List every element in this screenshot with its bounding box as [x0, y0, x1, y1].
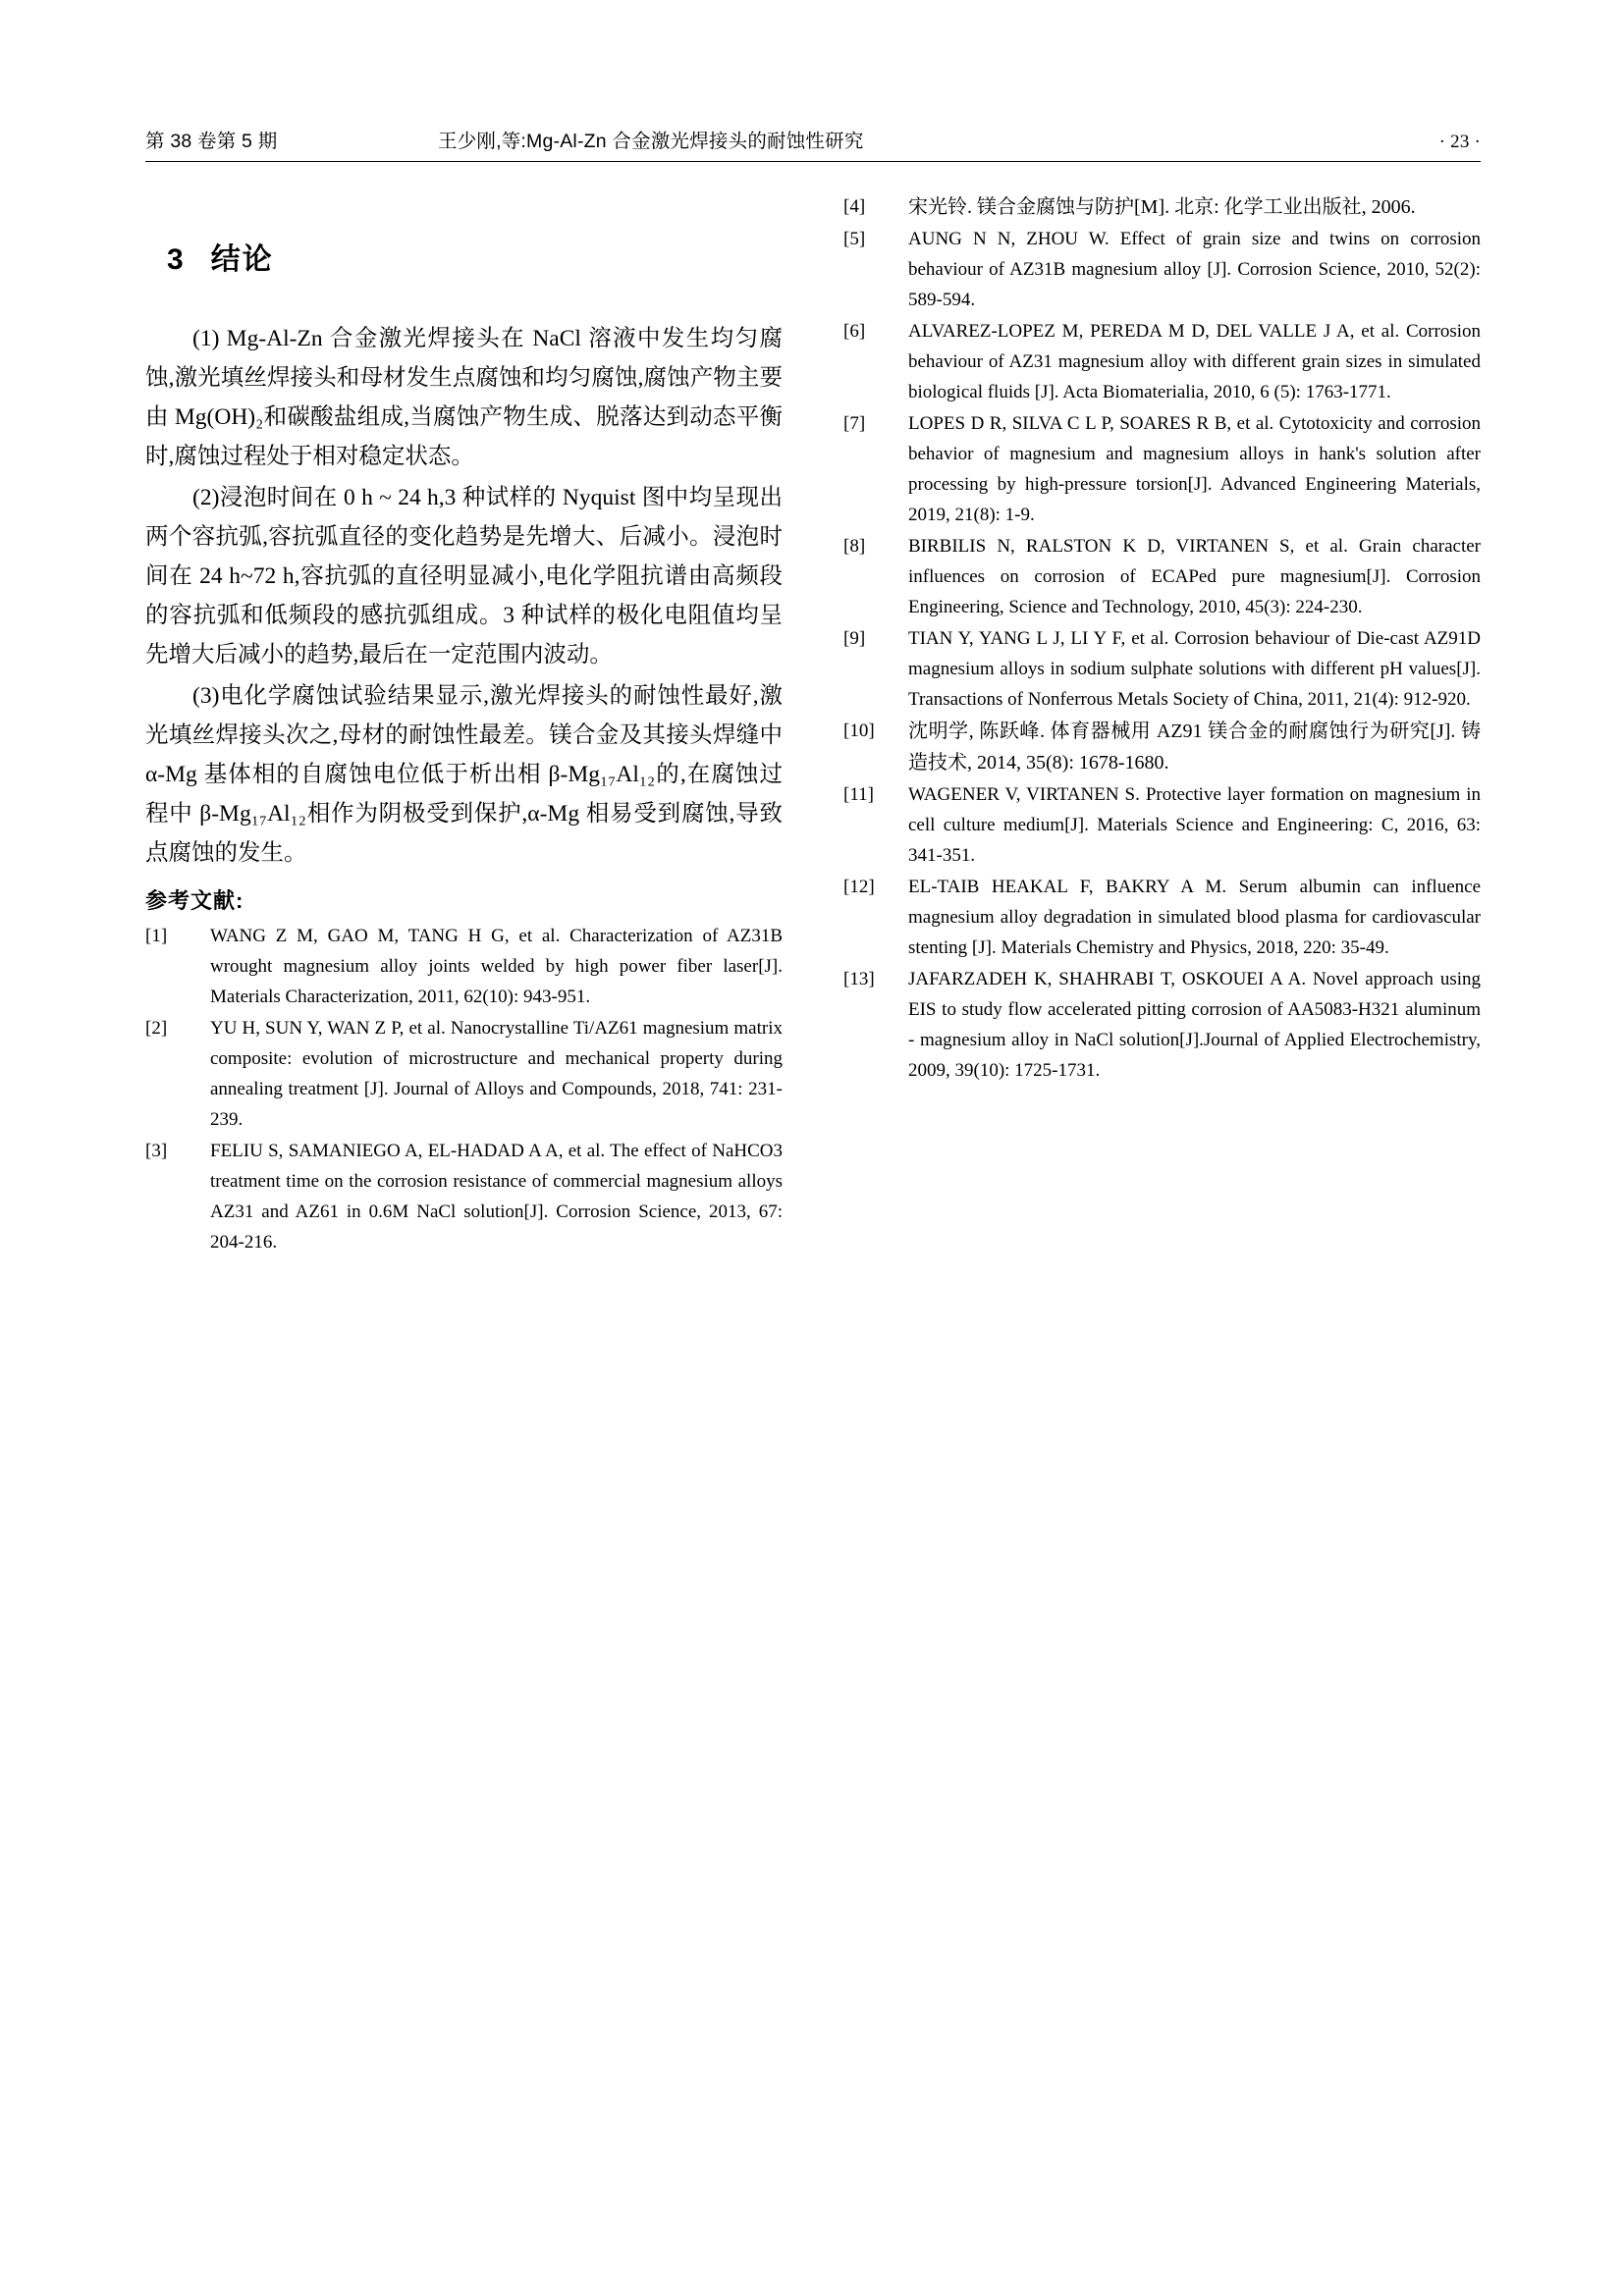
conclusion-paragraph-3: (3)电化学腐蚀试验结果显示,激光焊接头的耐蚀性最好,激光填丝焊接头次之,母材的耐蚀性最差。镁合金及其接头焊缝中 α-Mg 基体相的自腐蚀电位低于析出相 β-Mg₁₇Al₁₂的,在腐蚀过程中 β-Mg₁₇Al₁₂相作为阴极受到保护,α-Mg 相易受到腐蚀,导致点腐蚀的发生。: [145, 683, 783, 866]
reference-tag: [5]: [843, 229, 866, 249]
reference-tag: [6]: [843, 321, 866, 342]
reference-text: WANG Z M, GAO M, TANG H G, et al. Characterization of AZ31B wrought magnesium alloy joints welded by high power fiber laser[J]. Materials Characterization, 2011, 62(10): 943-951.: [210, 926, 783, 1007]
reference-text: AUNG N N, ZHOU W. Effect of grain size and twins on corrosion behaviour of AZ31B magnesium alloy [J]. Corrosion Science, 2010, 52(2): 589-594.: [908, 229, 1481, 310]
reference-item: [843, 224, 1481, 315]
page-content: [145, 126, 1481, 1258]
reference-text: BIRBILIS N, RALSTON K D, VIRTANEN S, et al. Grain character influences on corrosion of ECAPed pure magnesium[J]. Corrosion Engineering, Science and Technology, 2010, 45(3): 224-230.: [908, 536, 1481, 617]
reference-text: JAFARZADEH K, SHAHRABI T, OSKOUEI A A. Novel approach using EIS to study flow accelerated pitting corrosion of AA5083-H321 aluminum - magnesium alloy in NaCl solution[J].Journal of Applied Electrochemistry, 2009, 39(10): 1725-1731.: [908, 969, 1481, 1081]
reference-item: [843, 872, 1481, 963]
reference-text: ALVAREZ-LOPEZ M, PEREDA M D, DEL VALLE J A, et al. Corrosion behaviour of AZ31 magnesium alloy with different grain sizes in simulated biological fluids [J]. Acta Biomaterialia, 2010, 6 (5): 1763-1771.: [908, 321, 1481, 402]
reference-text: LOPES D R, SILVA C L P, SOARES R B, et al. Cytotoxicity and corrosion behavior of magnesium and magnesium alloys in hank's solution after processing by high-pressure torsion[J]. Advanced Engineering Materials, 2019, 21(8): 1-9.: [908, 413, 1481, 525]
reference-item: [843, 316, 1481, 407]
reference-text: TIAN Y, YANG L J, LI Y F, et al. Corrosion behaviour of Die-cast AZ91D magnesium alloys in sodium sulphate solutions with different pH values[J]. Transactions of Nonferrous Metals Society of China, 2011, 21(4): 912-920.: [908, 628, 1481, 710]
reference-tag: [11]: [843, 784, 874, 805]
reference-text: EL-TAIB HEAKAL F, BAKRY A M. Serum albumin can influence magnesium alloy degradation in simulated blood plasma for cardiovascular stenting [J]. Materials Chemistry and Physics, 2018, 220: 35-49.: [908, 877, 1481, 958]
reference-item: [843, 191, 1481, 223]
reference-text: YU H, SUN Y, WAN Z P, et al. Nanocrystalline Ti/AZ61 magnesium matrix composite: evolution of microstructure and mechanical property during annealing treatment [J]. Journal of Alloys and Compounds, 2018, 741: 231-239.: [210, 1018, 783, 1130]
reference-tag: [10]: [843, 721, 875, 741]
reference-tag: [3]: [145, 1141, 168, 1161]
running-title: 王少刚,等:Mg-Al-Zn 合金激光焊接头的耐蚀性研究: [438, 131, 864, 152]
reference-item: [843, 531, 1481, 622]
reference-item: [843, 779, 1481, 871]
reference-text: 宋光铃. 镁合金腐蚀与防护[M]. 北京: 化学工业出版社, 2006.: [908, 196, 1416, 218]
running-head: [145, 126, 1481, 161]
section-number: 3: [167, 243, 186, 276]
reference-text: WAGENER V, VIRTANEN S. Protective layer formation on magnesium in cell culture medium[J]. Materials Science and Engineering: C, 2016, 63: 341-351.: [908, 784, 1481, 866]
conclusion-paragraph-2: (2)浸泡时间在 0 h ~ 24 h,3 种试样的 Nyquist 图中均呈现出两个容抗弧,容抗弧直径的变化趋势是先增大、后减小。浸泡时间在 24 h~72 h,容抗弧的直径明显减小,电化学阻抗谱由高频段的容抗弧和低频段的感抗弧组成。3 种试样的极化电阻值均呈先增大后减小的趋势,最后在一定范围内波动。: [145, 485, 783, 667]
reference-item: [843, 964, 1481, 1086]
left-column: [145, 187, 783, 1258]
reference-tag: [13]: [843, 969, 875, 989]
conclusion-paragraph-1: (1) Mg-Al-Zn 合金激光焊接头在 NaCl 溶液中发生均匀腐蚀,激光填丝焊接头和母材发生点腐蚀和均匀腐蚀,腐蚀产物主要由 Mg(OH)₂和碳酸盐组成,当腐蚀产物生成、脱落达到动态平衡时,腐蚀过程处于相对稳定状态。: [145, 326, 783, 469]
right-column: [843, 187, 1481, 1258]
volume-issue: 第 38 卷第 5 期: [145, 131, 278, 152]
reference-item: [843, 408, 1481, 530]
reference-tag: [4]: [843, 196, 866, 217]
two-column-layout: [145, 187, 1481, 1258]
reference-tag: [1]: [145, 926, 168, 946]
reference-item: [145, 921, 783, 1012]
section-title-text: 结论: [210, 243, 274, 276]
reference-item: [843, 716, 1481, 778]
section-heading: [167, 235, 783, 278]
reference-item: [145, 1013, 783, 1135]
reference-text: FELIU S, SAMANIEGO A, EL-HADAD A A, et al. The effect of NaHCO3 treatment time on the corrosion resistance of commercial magnesium alloys AZ31 and AZ61 in 0.6M NaCl solution[J]. Corrosion Science, 2013, 67: 204-216.: [210, 1141, 783, 1253]
page-number: · 23 ·: [1438, 132, 1481, 152]
references-heading: 参考文献:: [145, 888, 244, 913]
reference-tag: [12]: [843, 877, 875, 897]
header-rule: [145, 161, 1481, 162]
reference-tag: [7]: [843, 413, 866, 434]
reference-tag: [2]: [145, 1018, 168, 1039]
reference-tag: [9]: [843, 628, 866, 649]
reference-item: [145, 1136, 783, 1257]
reference-tag: [8]: [843, 536, 866, 557]
reference-item: [843, 623, 1481, 715]
reference-text: 沈明学, 陈跃峰. 体育器械用 AZ91 镁合金的耐腐蚀行为研究[J]. 铸造技术, 2014, 35(8): 1678-1680.: [908, 721, 1481, 774]
